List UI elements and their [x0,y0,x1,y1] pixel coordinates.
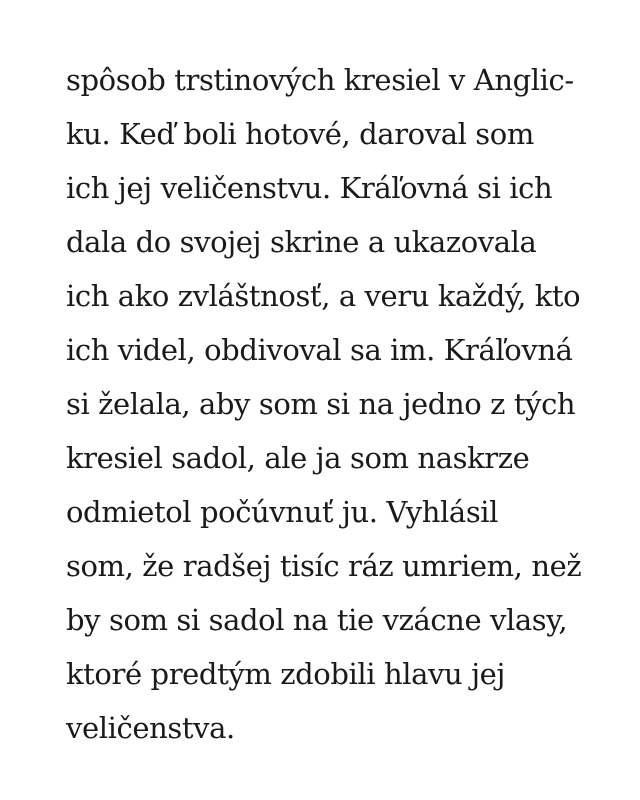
text-line: veličenstva. [66,711,235,745]
text-line: ich videl, obdivoval sa im. Kráľovná [66,333,573,367]
text-line: ku. Keď boli hotové, daroval som [66,117,534,151]
text-line: odmietol počúvnuť ju. Vyhlásil [66,495,499,529]
text-line: kresiel sadol, ale ja som naskrze [66,441,530,475]
text-line: ktoré predtým zdobili hlavu jej [66,657,506,691]
body-text [66,53,606,755]
text-line: ich jej veličenstvu. Kráľovná si ich [66,171,553,205]
text-line: som, že radšej tisíc ráz umriem, než [66,549,582,583]
text-line: by som si sadol na tie vzácne vlasy, [66,603,568,637]
text-line: si želala, aby som si na jedno z tých [66,387,576,421]
text-line: spôsob trstinových kresiel v Anglic- [66,63,574,97]
text-line: ich ako zvláštnosť, a veru každý, kto [66,279,581,313]
text-line: dala do svojej skrine a ukazovala [66,225,537,259]
